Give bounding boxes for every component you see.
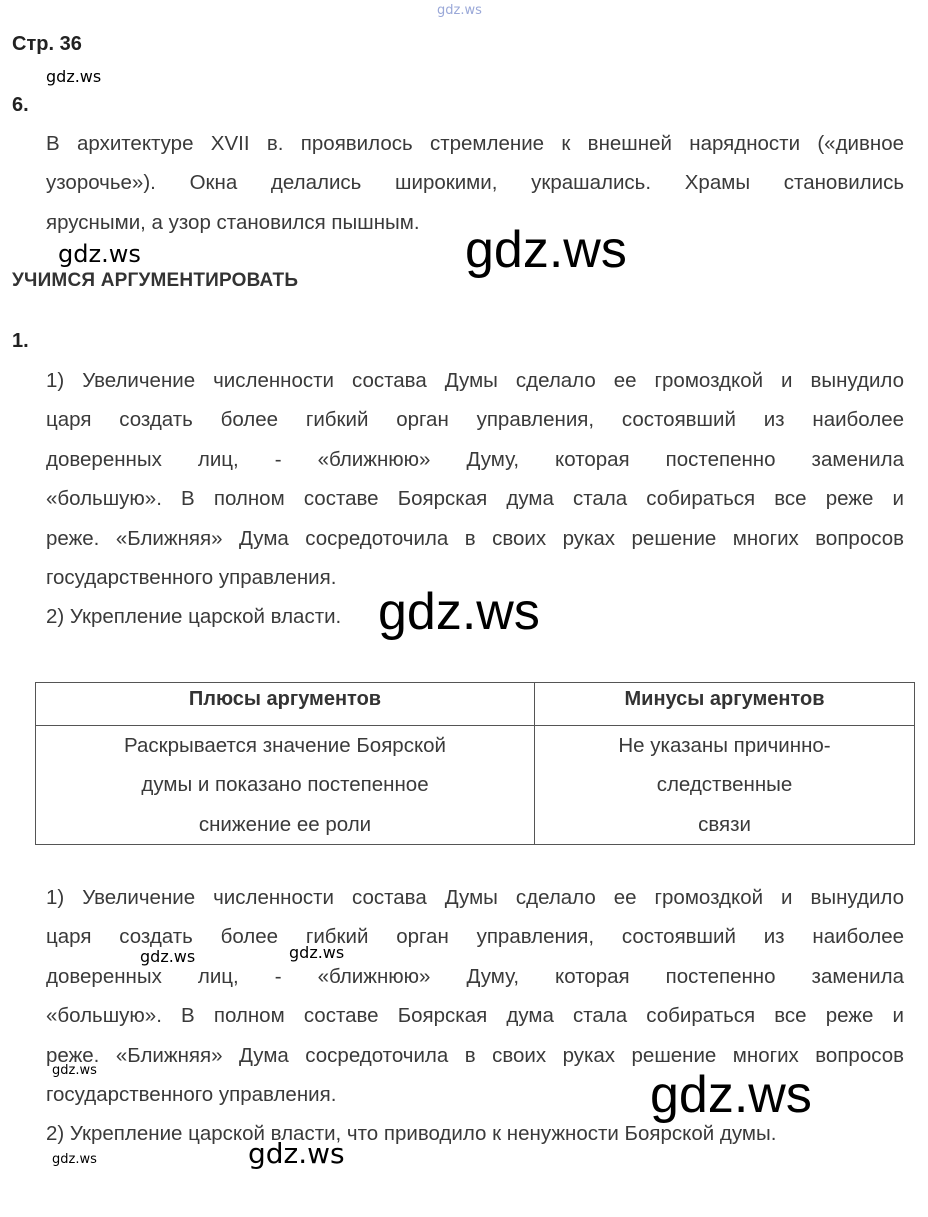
watermark-large: gdz.ws [465,221,627,279]
cell-line: снижение ее роли [198,812,372,836]
cell-line: Раскрывается значение Боярской [123,734,446,757]
task-number-6: 6. [12,94,29,116]
text-line: «большую». В полном составе Боярская дума стала собираться все реже и [46,1004,904,1028]
text-line: государственного управления. [46,1082,337,1106]
text-line: реже. «Ближняя» Дума сосредоточила в своих руках решение многих вопросов [46,1043,904,1067]
watermark-top: gdz.ws [437,3,482,18]
text-line: 1) Увеличение численности состава Думы сделало ее громоздкой и вынудило [46,369,904,392]
table-header-cons: Минусы аргументов [535,683,915,726]
text-line: «большую». В полном составе Боярская дума стала собираться все реже и [46,487,904,511]
text-line: реже. «Ближняя» Дума сосредоточила в своих руках решение многих вопросов [46,526,904,550]
text-line: 1) Увеличение численности состава Думы сделало ее громоздкой и вынудило [46,886,904,909]
task-number-1: 1. [12,330,29,352]
table-row [36,726,915,845]
text-line: ярусными, а узор становился пышным. [46,210,420,234]
text-line: царя создать более гибкий орган управления, состоявший из наиболее [46,408,904,432]
pros-cell [36,726,535,845]
table-header-pros: Плюсы аргументов [36,683,535,726]
cell-line: связи [698,812,751,836]
watermark: gdz.ws [289,943,345,962]
cell-line: думы и показано постепенное [141,773,429,797]
text-line: доверенных лиц, - «ближнюю» Думу, которая постепенно заменила [46,447,904,471]
watermark: gdz.ws [248,1137,345,1170]
section-heading: УЧИМСЯ АРГУМЕНТИРОВАТЬ [12,270,299,291]
text-line: царя создать более гибкий орган управления, состоявший из наиболее [46,925,904,949]
cell-line: Не указаны причинно-следственные [618,734,831,797]
text-line: государственного управления. [46,565,337,589]
watermark: gdz.ws [46,67,102,86]
cons-cell [535,726,915,845]
watermark-large: gdz.ws [650,1066,812,1124]
arguments-table [35,682,915,845]
watermark: gdz.ws [140,947,196,966]
text-line: В архитектуре XVII в. проявилось стремление к внешней нарядности («дивное [46,132,904,155]
watermark: gdz.ws [52,1152,97,1167]
watermark: gdz.ws [58,240,141,268]
point-2: 2) Укрепление царской власти. [46,605,342,629]
text-line: узорочье»). Окна делались широкими, украшались. Храмы становились [46,171,904,195]
point-2: 2) Укрепление царской власти, что приводило к ненужности Боярской думы. [46,1122,777,1146]
watermark-large: gdz.ws [378,583,540,641]
text-line: доверенных лиц, - «ближнюю» Думу, которая постепенно заменила [46,964,904,988]
watermark: gdz.ws [52,1063,97,1078]
page-reference: Стр. 36 [12,33,82,55]
